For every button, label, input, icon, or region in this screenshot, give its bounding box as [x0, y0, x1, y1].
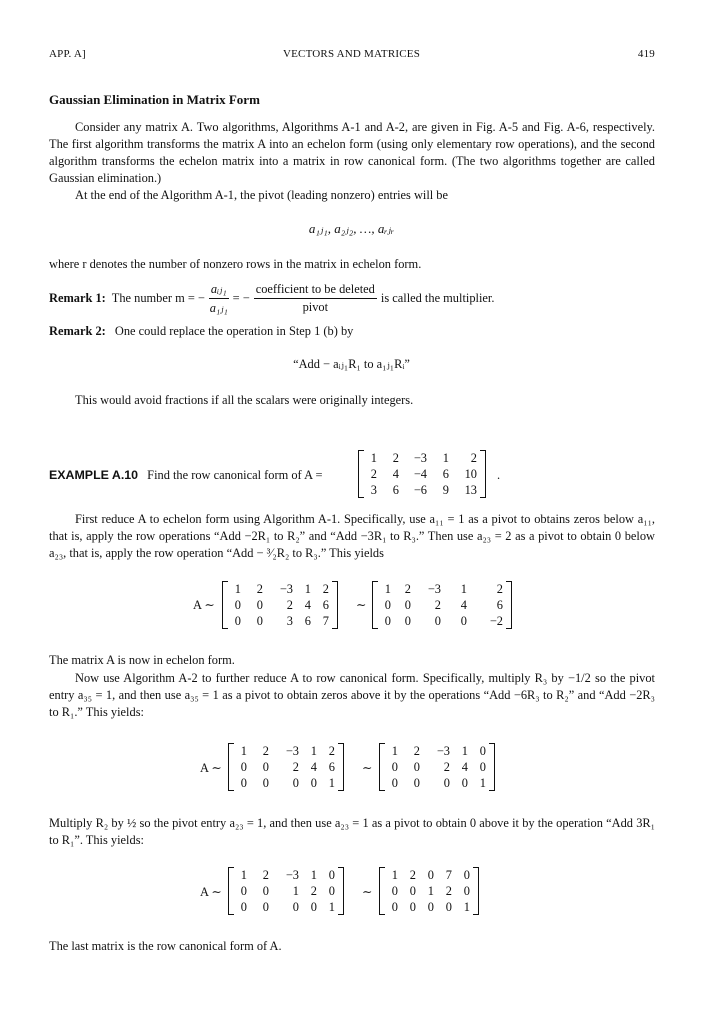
matrix-entry: 4: [392, 467, 399, 481]
step2-a-sim: A ∼: [200, 761, 222, 775]
matrix-entry: 2: [404, 582, 411, 596]
matrix-entry: 2: [262, 868, 269, 882]
matrix-entry: 0: [434, 614, 441, 628]
matrix-entry: 3: [286, 614, 293, 628]
matrix-entry: 0: [404, 614, 411, 628]
matrix-entry: 0: [413, 760, 420, 774]
matrix-entry: 0: [463, 884, 470, 898]
step2-sim: ∼: [362, 761, 373, 775]
paragraph-nonzero-rows: where r denotes the number of nonzero rows in the matrix in echelon form.: [49, 257, 422, 271]
matrix-entry: 2: [310, 884, 317, 898]
step3-matrix-1: [228, 867, 344, 915]
matrix-entry: 0: [234, 598, 241, 612]
matrix-entry: 10: [464, 467, 477, 481]
matrix-entry: 1: [427, 884, 434, 898]
matrix-entry: 0: [384, 598, 391, 612]
matrix-entry: 0: [262, 760, 269, 774]
matrix-entry: 0: [262, 900, 269, 914]
matrix-entry: 9: [442, 483, 449, 497]
matrix-entry: 7: [445, 868, 452, 882]
matrix-right-bracket: [338, 743, 344, 791]
matrix-right-bracket: [480, 450, 486, 498]
matrix-entry: 1: [328, 900, 335, 914]
matrix-entry: 0: [479, 760, 486, 774]
matrix-entry: 0: [460, 614, 467, 628]
matrix-right-bracket: [332, 581, 338, 629]
example-label: EXAMPLE A.10: [49, 468, 139, 482]
remark-1-label: Remark 1:: [49, 290, 106, 305]
matrix-entry: 1: [442, 451, 449, 465]
matrix-entry: 1: [234, 582, 241, 596]
step1-a-sim: A ∼: [193, 598, 215, 612]
paragraph-fractions: This would avoid fractions if all the scalars were originally integers.: [75, 393, 414, 407]
matrix-entry: 1: [240, 868, 247, 882]
step3-a-sim: A ∼: [200, 885, 222, 899]
matrix-entry: −2: [489, 614, 503, 628]
matrix-entry: −3: [279, 582, 293, 596]
matrix-entry: 2: [286, 598, 293, 612]
step2-matrix-1: [228, 743, 344, 791]
matrix-entry: 1: [479, 776, 486, 790]
matrix-entry: 0: [391, 776, 398, 790]
remark-2-label: Remark 2:: [49, 324, 106, 338]
matrix-entry: 1: [391, 744, 398, 758]
matrix-entry: 1: [328, 776, 335, 790]
matrix-entry: 0: [262, 776, 269, 790]
section-title: Gaussian Elimination in Matrix Form: [49, 92, 260, 107]
matrix-entry: 0: [404, 598, 411, 612]
matrix-entry: 3: [370, 483, 377, 497]
matrix-entry: 0: [262, 884, 269, 898]
matrix-entry: 0: [445, 900, 452, 914]
remark-1-lead: The number m = −: [111, 290, 205, 305]
matrix-entry: 1: [461, 744, 468, 758]
matrix-entry: 6: [392, 483, 399, 497]
remark-2-text: One could replace the operation in Step 1 (b) by: [114, 324, 354, 338]
matrix-entry: 2: [445, 884, 452, 898]
running-head-left: APP. A]: [49, 48, 86, 60]
matrix-entry: 1: [292, 884, 299, 898]
matrix-entry: 1: [463, 900, 470, 914]
matrix-entry: 0: [413, 776, 420, 790]
matrix-entry: 6: [304, 614, 311, 628]
matrix-entry: 0: [292, 900, 299, 914]
pivots-formula: a₁ⱼ₁, a₂ⱼ₂, …, aᵣⱼᵣ: [308, 221, 395, 236]
matrix-entry: 0: [384, 614, 391, 628]
matrix-entry: 2: [256, 582, 263, 596]
matrix-entry: 1: [460, 582, 467, 596]
matrix-entry: 2: [262, 744, 269, 758]
matrix-entry: −3: [436, 744, 450, 758]
matrix-entry: 6: [328, 760, 335, 774]
remark-1-tail: is called the multiplier.: [380, 290, 495, 305]
matrix-entry: 2: [413, 744, 420, 758]
matrix-entry: 2: [328, 744, 335, 758]
remark-1-fraction-b: $\frac{\text{coefficient to be deleted}}{\text{pivot}}$: [255, 281, 375, 314]
matrix-entry: 0: [391, 900, 398, 914]
matrix-entry: 2: [434, 598, 441, 612]
matrix-entry: 2: [470, 451, 477, 465]
matrix-entry: 2: [496, 582, 503, 596]
matrix-entry: 6: [496, 598, 503, 612]
matrix-right-bracket: [506, 581, 512, 629]
matrix-entry: 1: [391, 868, 398, 882]
matrix-entry: −3: [285, 744, 299, 758]
matrix-entry: 1: [310, 744, 317, 758]
matrix-entry: 2: [322, 582, 329, 596]
matrix-entry: 0: [328, 884, 335, 898]
matrix-entry: 2: [370, 467, 377, 481]
matrix-entry: 4: [460, 598, 467, 612]
matrix-entry: 2: [392, 451, 399, 465]
matrix-entry: −4: [413, 467, 427, 481]
matrix-entry: 1: [310, 868, 317, 882]
matrix-entry: 7: [322, 614, 329, 628]
matrix-entry: 0: [461, 776, 468, 790]
step1-matrix-2: [372, 581, 512, 629]
remark-1-fraction-a: $\frac{\text{aᵢⱼ₁}}{\text{a₁ⱼ₁}}$: [209, 281, 228, 315]
matrix-entry: 0: [240, 900, 247, 914]
matrix-entry: 0: [234, 614, 241, 628]
running-head-center: VECTORS AND MATRICES: [282, 48, 421, 60]
paragraph-conclusion: The last matrix is the row canonical form of A.: [49, 939, 282, 953]
matrix-entry: 0: [409, 900, 416, 914]
matrix-entry: 0: [427, 868, 434, 882]
paragraph-canonical-steps: Now use Algorithm A-2 to further reduce A to row canonical form. Specifically, multiply R₃ by −1/2 so the pivot entry a₃₅ = 1, and then use a₃₅ = 1 as a pivot to obtain zeros above it by the operations “Add −6R₃ to R₂” and “Add −2R₃ to R₁.” This yields:: [49, 671, 655, 719]
matrix-entry: 0: [240, 776, 247, 790]
matrix-entry: 6: [442, 467, 449, 481]
example-intro: [49, 468, 322, 483]
remark-1-equals: = −: [232, 290, 250, 305]
matrix-right-bracket: [473, 867, 479, 915]
matrix-entry: 0: [240, 760, 247, 774]
matrix-entry: 1: [240, 744, 247, 758]
paragraph-echelon-done: The matrix A is now in echelon form.: [49, 653, 235, 667]
matrix-entry: 0: [479, 744, 486, 758]
matrix-entry: 0: [443, 776, 450, 790]
remark-2-formula: “Add − aᵢⱼ₁R₁ to a₁ⱼ₁Rᵢ”: [293, 357, 410, 371]
matrix-entry: −6: [413, 483, 427, 497]
matrix-entry: 0: [310, 776, 317, 790]
paragraph-pivots: At the end of the Algorithm A-1, the pivot (leading nonzero) entries will be: [75, 188, 449, 202]
matrix-entry: 0: [427, 900, 434, 914]
matrix-right-bracket: [338, 867, 344, 915]
matrix-entry: 0: [391, 760, 398, 774]
remark-2: [49, 324, 353, 339]
matrix-entry: 0: [256, 614, 263, 628]
matrix-entry: 2: [292, 760, 299, 774]
paragraph-multiply-r2: Multiply R₂ by ½ so the pivot entry a₂₃ = 1, and then use a₂₃ = 1 as a pivot to obtain 0 above it by the operation “Add 3R₁ to R₁”. This yields:: [49, 816, 655, 847]
matrix-entry: 0: [328, 868, 335, 882]
matrix-entry: 0: [240, 884, 247, 898]
example-matrix: [358, 450, 486, 498]
matrix-entry: 13: [464, 483, 477, 497]
matrix-right-bracket: [489, 743, 495, 791]
example-text: Find the row canonical form of A =: [147, 468, 323, 482]
matrix-entry: 4: [304, 598, 311, 612]
page-number: 419: [637, 48, 655, 60]
step2-matrix-2: [379, 743, 495, 791]
matrix-entry: 0: [256, 598, 263, 612]
matrix-entry: 1: [370, 451, 377, 465]
matrix-entry: 0: [292, 776, 299, 790]
matrix-entry: 0: [310, 900, 317, 914]
step3-matrix-2: [379, 867, 479, 915]
matrix-entry: 4: [461, 760, 468, 774]
matrix-entry: 2: [409, 868, 416, 882]
matrix-entry: 2: [443, 760, 450, 774]
step1-matrix-1: [222, 581, 338, 629]
matrix-entry: 6: [322, 598, 329, 612]
remark-1: [49, 280, 669, 316]
matrix-entry: 0: [391, 884, 398, 898]
paragraph-intro: Consider any matrix A. Two algorithms, Algorithms A-1 and A-2, are given in Fig. A-5 and Fig. A-6, respectively. The first algorithm transforms the matrix A into an echelon form (using only elementary row operations), and the second algorithm transforms the echelon matrix into a matrix in row canonical form. (The two algorithms together are called Gaussian elimination.): [49, 120, 655, 185]
matrix-entry: 1: [384, 582, 391, 596]
step1-sim: ∼: [356, 598, 367, 612]
paragraph-echelon-steps: First reduce A to echelon form using Algorithm A-1. Specifically, use a₁₁ = 1 as a pivot to obtains zeros below a₁₁, that is, apply the row operations “Add −2R₁ to R₂” and “Add −3R₁ to R₃.” Then use a₂₃ = 2 as a pivot to obtain 0 below a₂₃, that is, apply the row operation “Add − ³⁄₂R₂ to R₃.” This yields: [49, 512, 655, 560]
matrix-entry: 0: [463, 868, 470, 882]
example-period: .: [497, 468, 501, 482]
matrix-entry: 4: [310, 760, 317, 774]
matrix-entry: −3: [285, 868, 299, 882]
matrix-entry: 1: [304, 582, 311, 596]
matrix-entry: −3: [413, 451, 427, 465]
matrix-entry: −3: [427, 582, 441, 596]
matrix-entry: 0: [409, 884, 416, 898]
step3-sim: ∼: [362, 885, 373, 899]
